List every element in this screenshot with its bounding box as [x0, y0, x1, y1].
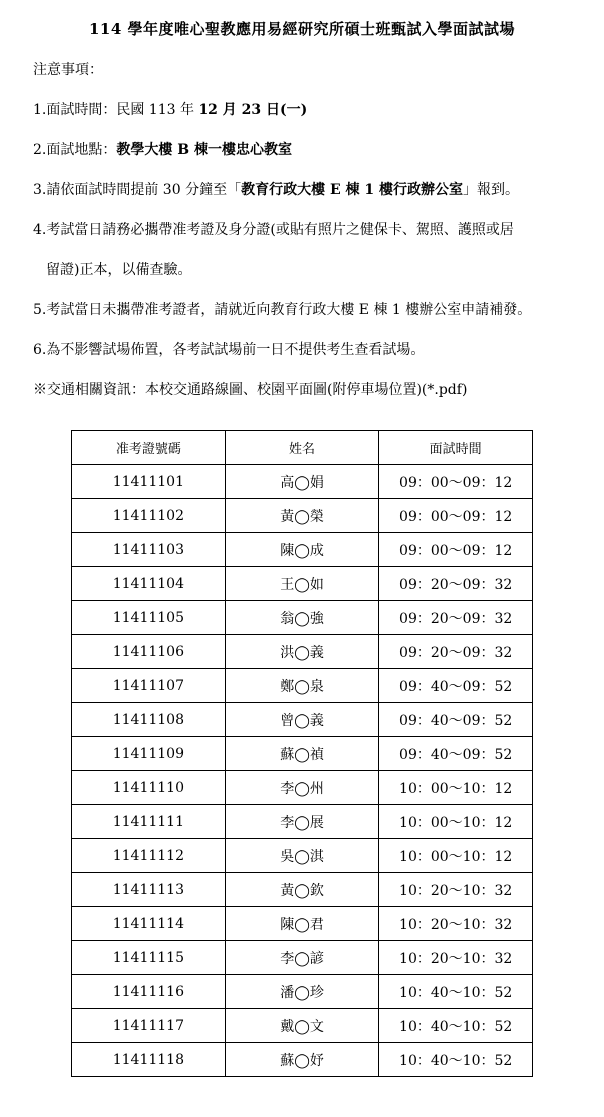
cell-name: 蘇◯禎: [225, 737, 379, 771]
cell-admission-number: 11411107: [72, 669, 226, 703]
cell-name: 黃◯欽: [225, 873, 379, 907]
cell-admission-number: 11411105: [72, 601, 226, 635]
note-check-in-suffix: 」報到。: [463, 182, 519, 198]
header-interview-time: 面試時間: [379, 431, 533, 465]
cell-admission-number: 11411112: [72, 839, 226, 873]
cell-admission-number: 11411115: [72, 941, 226, 975]
table-row: [72, 771, 533, 805]
cell-admission-number: 11411104: [72, 567, 226, 601]
table-row: [72, 601, 533, 635]
table-row: [72, 567, 533, 601]
cell-interview-time: 09：40～09：52: [379, 669, 533, 703]
cell-interview-time: 09：20～09：32: [379, 601, 533, 635]
cell-name: 高◯娟: [225, 465, 379, 499]
cell-name: 戴◯文: [225, 1009, 379, 1043]
cell-name: 曾◯義: [225, 703, 379, 737]
cell-interview-time: 10：20～10：32: [379, 907, 533, 941]
cell-name: 王◯如: [225, 567, 379, 601]
table-row: [72, 805, 533, 839]
table-row: [72, 873, 533, 907]
page-title: 114 學年度唯心聖教應用易經研究所碩士班甄試入學面試試場: [88, 20, 516, 38]
table-row: [72, 669, 533, 703]
cell-interview-time: 10：20～10：32: [379, 873, 533, 907]
note-interview-location: [33, 140, 578, 160]
header-admission-number: 准考證號碼: [72, 431, 226, 465]
cell-name: 李◯展: [225, 805, 379, 839]
interview-schedule-table: [71, 430, 533, 1077]
cell-admission-number: 11411116: [72, 975, 226, 1009]
table-row: [72, 975, 533, 1009]
cell-interview-time: 10：00～10：12: [379, 839, 533, 873]
table-row: [72, 465, 533, 499]
note-transport-info: ※交通相關資訊：本校交通路線圖、校園平面圖(附停車場位置)(*.pdf): [33, 382, 468, 398]
cell-name: 李◯州: [225, 771, 379, 805]
note-check-in: [33, 180, 578, 200]
cell-admission-number: 11411111: [72, 805, 226, 839]
cell-interview-time: 10：00～10：12: [379, 805, 533, 839]
cell-admission-number: 11411114: [72, 907, 226, 941]
cell-name: 潘◯珍: [225, 975, 379, 1009]
cell-interview-time: 09：00～09：12: [379, 465, 533, 499]
table-row: [72, 703, 533, 737]
note-interview-time: [33, 100, 578, 120]
cell-admission-number: 11411103: [72, 533, 226, 567]
cell-name: 陳◯君: [225, 907, 379, 941]
note-interview-room: 教學大樓 B 棟一樓忠心教室: [116, 142, 292, 158]
header-name: 姓名: [225, 431, 379, 465]
table-row: [72, 533, 533, 567]
notes-heading: 注意事項：: [33, 62, 103, 78]
cell-interview-time: 09：20～09：32: [379, 567, 533, 601]
cell-name: 蘇◯妤: [225, 1043, 379, 1077]
cell-name: 李◯諺: [225, 941, 379, 975]
cell-name: 陳◯成: [225, 533, 379, 567]
cell-admission-number: 11411109: [72, 737, 226, 771]
cell-name: 洪◯義: [225, 635, 379, 669]
cell-interview-time: 09：00～09：12: [379, 533, 533, 567]
cell-interview-time: 09：40～09：52: [379, 737, 533, 771]
cell-admission-number: 11411117: [72, 1009, 226, 1043]
cell-name: 翁◯強: [225, 601, 379, 635]
note-check-in-office: 教育行政大樓 E 棟 1 樓行政辦公室: [241, 182, 463, 198]
cell-admission-number: 11411101: [72, 465, 226, 499]
cell-admission-number: 11411118: [72, 1043, 226, 1077]
table-body: [72, 465, 533, 1077]
table-row: [72, 499, 533, 533]
table-row: [72, 839, 533, 873]
cell-interview-time: 10：00～10：12: [379, 771, 533, 805]
note-interview-time-label: 1.面試時間：民國 113 年: [33, 102, 199, 118]
table-row: [72, 737, 533, 771]
table-header-row: [72, 431, 533, 465]
table-row: [72, 1009, 533, 1043]
cell-admission-number: 11411113: [72, 873, 226, 907]
cell-interview-time: 09：40～09：52: [379, 703, 533, 737]
note-id-documents-line2: 留證)正本，以備查驗。: [46, 262, 192, 278]
cell-name: 鄭◯泉: [225, 669, 379, 703]
table-row: [72, 1043, 533, 1077]
note-interview-date: 12 月 23 日(一): [198, 102, 308, 118]
note-no-room-preview: 6.為不影響試場佈置，各考試試場前一日不提供考生查看試場。: [33, 342, 425, 358]
cell-interview-time: 09：00～09：12: [379, 499, 533, 533]
cell-interview-time: 10：40～10：52: [379, 1043, 533, 1077]
note-interview-location-label: 2.面試地點：: [33, 142, 117, 158]
cell-interview-time: 10：20～10：32: [379, 941, 533, 975]
cell-interview-time: 09：20～09：32: [379, 635, 533, 669]
note-check-in-prefix: 3.請依面試時間提前 30 分鐘至「: [33, 182, 242, 198]
note-id-documents-line1: 4.考試當日請務必攜帶准考證及身分證(或貼有照片之健保卡、駕照、護照或居: [33, 222, 514, 238]
cell-name: 吳◯淇: [225, 839, 379, 873]
cell-interview-time: 10：40～10：52: [379, 1009, 533, 1043]
notes-section: [33, 60, 578, 400]
cell-admission-number: 11411106: [72, 635, 226, 669]
cell-admission-number: 11411102: [72, 499, 226, 533]
cell-interview-time: 10：40～10：52: [379, 975, 533, 1009]
table-row: [72, 907, 533, 941]
cell-name: 黃◯榮: [225, 499, 379, 533]
cell-admission-number: 11411108: [72, 703, 226, 737]
table-row: [72, 941, 533, 975]
cell-admission-number: 11411110: [72, 771, 226, 805]
table-row: [72, 635, 533, 669]
note-admission-ticket-reissue: 5.考試當日未攜帶准考證者，請就近向教育行政大樓 E 棟 1 樓辦公室申請補發。: [33, 302, 532, 318]
